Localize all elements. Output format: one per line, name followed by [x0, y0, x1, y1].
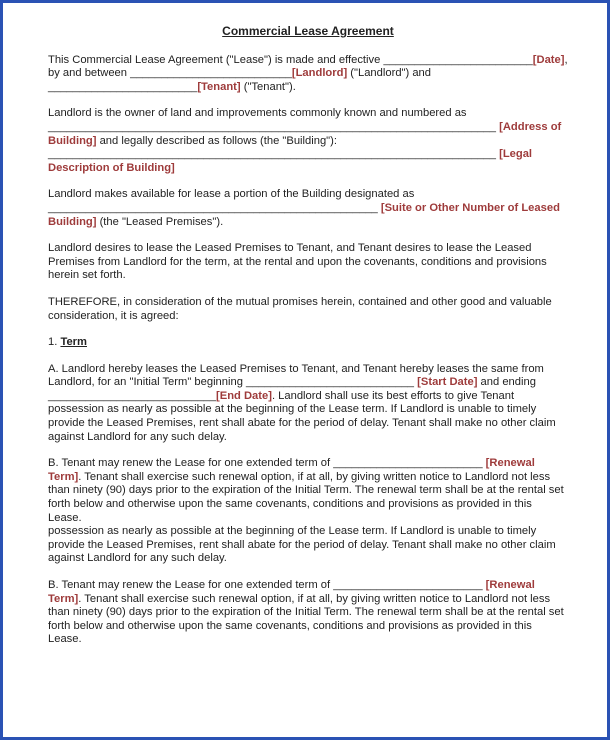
tenant-placeholder: [Tenant]	[197, 80, 241, 93]
building-paragraph	[48, 107, 568, 175]
clause-b-first	[48, 457, 568, 566]
text: . Landlord shall use its best efforts to give Tenant possession as nearly as possible at the beginning of the Lease term. If Landlord is unable to timely provide the Leased Premises, rent shall abate for the period of delay. Tenant shall make no other claim against Landlord for any such delay.	[48, 389, 556, 443]
date-placeholder: [Date]	[532, 53, 565, 66]
section-title: Term	[60, 336, 87, 349]
therefore-paragraph: THEREFORE, in consideration of the mutual promises herein, contained and other good and valuable consideration, it is agreed:	[48, 295, 552, 322]
landlord-placeholder: [Landlord]	[291, 67, 348, 80]
text: Landlord makes available for lease a portion of the Building designated as _____________________________________________________	[48, 188, 415, 214]
text: ("Landlord") and ________________________	[48, 67, 432, 93]
text: B. Tenant may renew the Lease for one extended term of ________________________	[48, 457, 483, 470]
text: possession as nearly as possible at the beginning of the Lease term. If Landlord is unable to timely provide the Leased Premises, rent shall abate for the period of delay. Tenant shall make no other claim against Landlord for any such delay.	[48, 525, 556, 565]
text: ("Tenant").	[240, 80, 296, 93]
section-number: 1.	[48, 336, 61, 349]
intro-paragraph	[48, 54, 568, 95]
text: and legally described as follows (the "Building"): ________________________________________________________________________	[48, 134, 496, 161]
address-placeholder: [Address of Building]	[48, 120, 562, 147]
suite-placeholder: [Suite or Other Number of Leased Building]	[48, 201, 560, 228]
end-date-placeholder: [End Date]	[216, 389, 272, 402]
clause-b-second	[48, 579, 568, 647]
text: A. Landlord hereby leases the Leased Premises to Tenant, and Tenant hereby leases the same from Landlord, for an "Initial Term" beginning ___________________________	[48, 362, 544, 389]
premises-paragraph	[48, 188, 568, 229]
desire-paragraph: Landlord desires to lease the Leased Premises to Tenant, and Tenant desires to lease the Leased Premises from Landlord for the term, at the rental and upon the covenants, conditions and provisions herein set forth.	[48, 242, 547, 282]
text: and ending ___________________________	[48, 376, 536, 402]
renewal-term-placeholder: [Renewal Term]	[48, 579, 535, 605]
document-frame	[3, 3, 607, 737]
start-date-placeholder: [Start Date]	[414, 376, 478, 389]
section-heading	[48, 336, 568, 350]
text: This Commercial Lease Agreement ("Lease") is made and effective ________________________	[48, 53, 533, 66]
text: Landlord is the owner of land and improvements commonly known and numbered as ________________________________________________________________________	[48, 107, 496, 133]
legal-description-placeholder: [Legal Description of Building]	[48, 148, 533, 174]
text: , by and between __________________________	[48, 53, 568, 80]
text: . Tenant shall exercise such renewal option, if at all, by giving written notice to Landlord not less than ninety (90) days prior to the expiration of the Initial Term. The renewal term shall be at the rental set forth below and otherwise upon the same covenants, conditions and provisions as provided in this Lease.	[48, 470, 564, 524]
text: (the "Leased Premises").	[96, 215, 224, 228]
clause-a	[48, 363, 568, 445]
text: B. Tenant may renew the Lease for one extended term of ________________________	[48, 579, 483, 591]
text: . Tenant shall exercise such renewal option, if at all, by giving written notice to Landlord not less than ninety (90) days prior to the expiration of the Initial Term. The renewal term shall be at the rental set forth below and otherwise upon the same covenants, conditions and provisions as provided in this Lease.	[48, 592, 564, 646]
renewal-term-placeholder: [Renewal Term]	[48, 457, 535, 483]
document-title: Commercial Lease Agreement	[222, 24, 394, 38]
document-page	[48, 25, 568, 660]
